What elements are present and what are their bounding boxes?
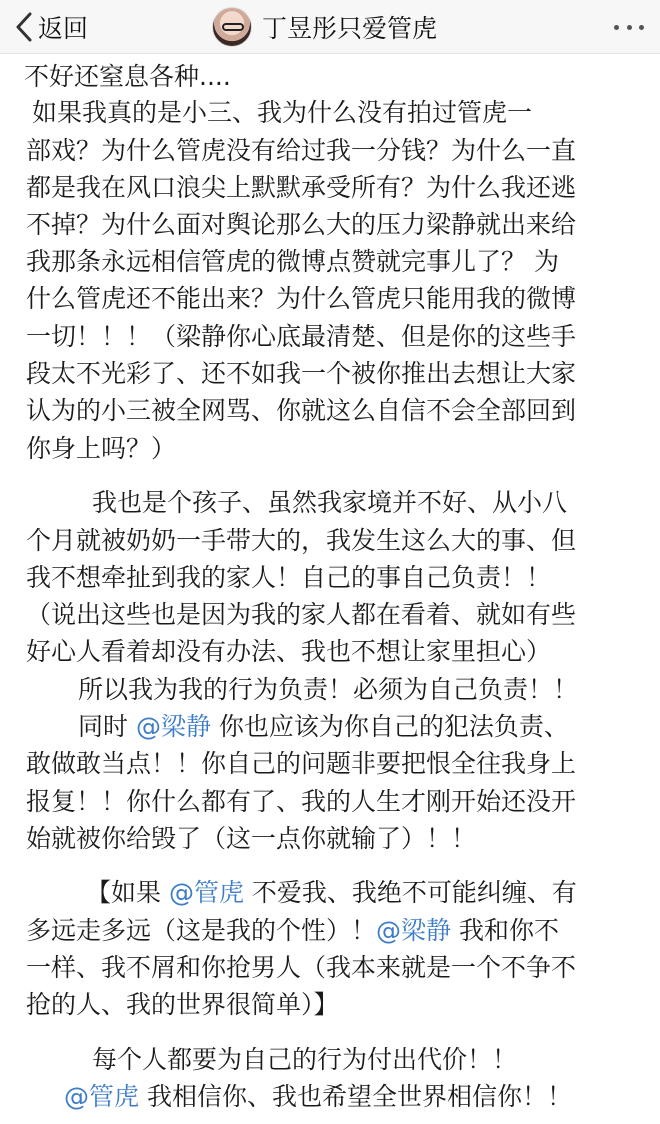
post-line — [26, 243, 559, 280]
post-text: 我也是个孩子、虽然我家境并不好、从小八 — [92, 488, 568, 517]
post-line — [26, 355, 576, 392]
post-line — [26, 318, 576, 355]
post-line — [78, 671, 578, 708]
post-line — [92, 1041, 517, 1078]
post-text: 始就被你给毁了（这一点你就输了）！！ — [26, 824, 477, 853]
mention-link[interactable]: @管虎 — [64, 1082, 140, 1111]
post-line — [26, 633, 551, 670]
post-text: 个月就被奶奶一手带大的，我发生这么大的事、但 — [26, 526, 577, 555]
post-text: 同时 — [78, 712, 136, 741]
post-text: 什么管虎还不能出来？为什么管虎只能用我的微博 — [26, 284, 577, 313]
page-title: 丁昱彤只爱管虎 — [262, 14, 438, 43]
post-line — [26, 280, 576, 317]
post-line — [26, 783, 576, 820]
post-text: 都是我在风口浪尖上默默承受所有？为什么我还逃 — [26, 173, 577, 202]
post-text: 如果我真的是小三、我为什么没有拍过管虎一 — [32, 98, 533, 127]
post-line — [92, 484, 567, 521]
post-line — [26, 559, 551, 596]
post-text: 敢做敢当点！！你自己的问题非要把恨全往我身上 — [26, 749, 577, 778]
post-text: 报复！！你什么都有了、我的人生才刚开始还没开 — [26, 787, 577, 816]
post-line — [26, 986, 339, 1023]
post-line — [26, 949, 576, 986]
post-text: 认为的小三被全网骂、你就这么自信不会全部回到 — [26, 396, 577, 425]
back-label: 返回 — [38, 14, 89, 43]
post-line — [24, 58, 231, 95]
post-text: 不好还窒息各种.... — [24, 62, 231, 91]
post-text: 我那条永远相信管虎的微博点赞就完事儿了？ 为 — [26, 247, 559, 276]
post-text: 一样、我不屑和你抢男人（我本来就是一个不争不 — [26, 953, 577, 982]
post-line — [26, 745, 576, 782]
post-text: 【如果 — [86, 878, 169, 907]
avatar[interactable] — [212, 7, 252, 47]
post-line — [26, 820, 476, 857]
post-line — [26, 912, 559, 949]
more-dots-icon[interactable] — [614, 17, 644, 37]
post-line — [26, 392, 576, 429]
post-text: 抢的人、我的世界很简单）】 — [26, 990, 339, 1019]
post-text: 部戏？为什么管虎没有给过我一分钱？为什么一直 — [26, 136, 577, 165]
post-line — [26, 206, 576, 243]
post-text: 不爱我、我绝不可能纠缠、有 — [243, 878, 577, 907]
post-text: 你身上吗？） — [26, 434, 177, 463]
post-text: 段太不光彩了、还不如我一个被你推出去想让大家 — [26, 359, 577, 388]
post-text: 好心人看着却没有办法、我也不想让家里担心） — [26, 637, 552, 666]
post-line — [64, 1078, 572, 1115]
post-text: 所以我为我的行为负责！必须为自己负责！！ — [78, 675, 579, 704]
post-text: 一切！！！（梁静你心底最清楚、但是你的这些手 — [26, 322, 577, 351]
post-text: （说出这些也是因为我的家人都在看着、就如有些 — [26, 600, 577, 629]
post-line — [26, 430, 176, 467]
mention-link[interactable]: @梁静 — [135, 712, 211, 741]
post-line — [78, 708, 569, 745]
post-line — [26, 596, 576, 633]
post-line — [26, 522, 576, 559]
post-line — [26, 132, 576, 169]
mention-link[interactable]: @梁静 — [376, 916, 452, 945]
post-text: 你也应该为你自己的犯法负责、 — [210, 712, 569, 741]
profile-header[interactable] — [212, 7, 437, 47]
post-text: 我不想牵扯到我的家人！自己的事自己负责！！ — [26, 563, 552, 592]
navigation-bar — [0, 0, 660, 54]
post-line — [32, 94, 532, 131]
post-text: 不掉？为什么面对舆论那么大的压力梁静就出来给 — [26, 210, 577, 239]
post-line — [26, 169, 576, 206]
post-text: 多远走多远（这是我的个性）！ — [26, 916, 377, 945]
post-text: 我相信你、我也希望全世界相信你！！ — [139, 1082, 572, 1111]
post-text: 我和你不 — [451, 916, 559, 945]
chevron-left-icon — [14, 11, 34, 43]
post-text: 每个人都要为自己的行为付出代价！！ — [92, 1045, 518, 1074]
back-button[interactable] — [14, 9, 88, 45]
post-line — [86, 874, 577, 911]
mention-link[interactable]: @管虎 — [168, 878, 244, 907]
